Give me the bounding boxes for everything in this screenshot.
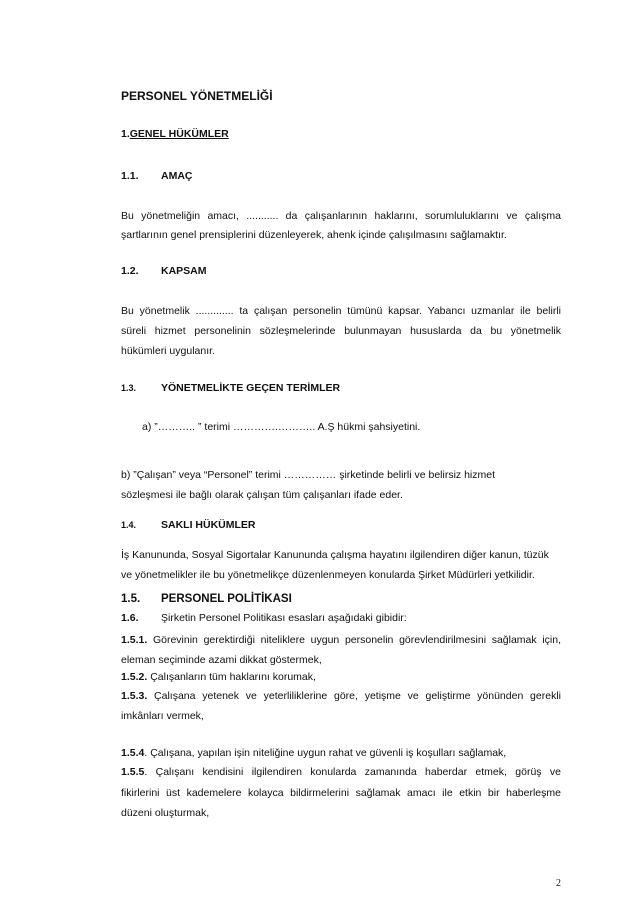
section-genel-prefix: 1. (121, 128, 130, 140)
policy-item-153-line-2: imkânları vermek, (121, 710, 204, 722)
policy-item-155-line-3: düzeni oluşturmak, (121, 807, 210, 819)
policy-item-text: . Çalışanı kendisini ilgilendiren konularda zamanında haberdar etmek, görüş ve (144, 766, 561, 778)
section-number: 1.1. (121, 170, 139, 182)
policy-item-151-line-2: eleman seçiminde azami dikkat göstermek, (121, 654, 322, 666)
policy-item-text: Çalışana yetenek ve yeterliliklerine göre, yetişme ve geliştirme yönünden gerekli (147, 690, 561, 702)
section-genel-heading (121, 127, 229, 141)
policy-item-text: Görevinin gerektirdiği niteliklere uygun personelin görevlendirilmesini sağlamak için, (147, 634, 561, 646)
policy-item-number: 1.5.3. (121, 690, 148, 702)
section-number: 1.4. (121, 520, 137, 530)
section-label: PERSONEL POLİTİKASI (161, 593, 292, 605)
policy-item-number: 1.5.2. (121, 671, 148, 683)
section-politika-heading (121, 592, 292, 606)
policy-item-number: 1.5.5 (121, 766, 145, 778)
kapsam-line-1: Bu yönetmelik ............. ta çalışan personelin tümünü kapsar. Yabancı uzmanlar ile belirli (121, 305, 561, 317)
section-number: 1.2. (121, 265, 139, 277)
politika-intro-text: Şirketin Personel Politikası esasları aşağıdaki gibidir: (161, 612, 407, 624)
amac-line-1: Bu yönetmeliğin amacı, ........... da çalışanlarının haklarını, sorumluluklarını ve çalışma (121, 210, 561, 222)
politika-intro (121, 611, 407, 625)
section-sakli-heading (121, 518, 256, 532)
policy-item-text: Çalışanların tüm haklarını korumak, (147, 671, 316, 683)
term-item-b-line-2: sözleşmesi ile bağlı olarak çalışan tüm çalışanları ifade eder. (121, 489, 403, 501)
sakli-line-1: İş Kanununda, Sosyal Sigortalar Kanununda çalışma hayatını ilgilendiren diğer kanun, tüzük (121, 549, 549, 561)
section-genel-label: GENEL HÜKÜMLER (129, 128, 229, 140)
section-number: 1.3. (121, 383, 137, 393)
policy-item-text: . Çalışana, yapılan işin niteliğine uygun rahat ve güvenli iş koşulları sağlamak, (144, 747, 507, 759)
section-kapsam-heading (121, 264, 207, 278)
policy-item-155-line-2: fikirlerini üst kademelere kolayca bildirmelerini sağlamak amacı ile etkin bir haberleşme (121, 787, 561, 799)
term-item-b-line-1: b) ”Çalışan” veya “Personel” terimi …………… şirketinde belirli ve belirsiz hizmet (121, 469, 496, 481)
section-number: 1.6. (121, 612, 139, 624)
policy-item-155-line-1 (121, 765, 561, 779)
term-item-a: a) ”……….. ” terimi ………….……….. A.Ş hükmi şahsiyetini. (142, 421, 421, 433)
policy-item-152 (121, 670, 316, 684)
policy-item-151-line-1 (121, 633, 561, 647)
policy-item-number: 1.5.1. (121, 634, 148, 646)
sakli-line-2: ve yönetmelikler ile bu yönetmelikçe düzenlenmeyen konularda Şirket Müdürleri yetkilidir. (121, 569, 535, 581)
section-label: YÖNETMELİKTE GEÇEN TERİMLER (161, 382, 341, 394)
policy-item-154 (121, 746, 506, 760)
page-number: 2 (556, 878, 561, 889)
section-amac-heading (121, 169, 193, 183)
amac-line-2: şartlarının genel prensiplerini düzenleyerek, ahenk içinde çalışılmasını sağlamaktır. (121, 229, 507, 241)
document-title: PERSONEL YÖNETMELİĞİ (121, 89, 273, 103)
section-terimler-heading (121, 381, 340, 395)
kapsam-line-2: süreli hizmet personelinin sözleşmelerinde bulunmayan hususlarda da bu yönetmelik (121, 325, 561, 337)
section-label: SAKLI HÜKÜMLER (161, 519, 256, 531)
section-label: AMAÇ (161, 170, 193, 182)
policy-item-number: 1.5.4 (121, 747, 145, 759)
kapsam-line-3: hükümleri uygulanır. (121, 345, 215, 357)
policy-item-153-line-1 (121, 689, 561, 703)
section-number: 1.5. (121, 593, 141, 605)
section-label: KAPSAM (161, 265, 207, 277)
